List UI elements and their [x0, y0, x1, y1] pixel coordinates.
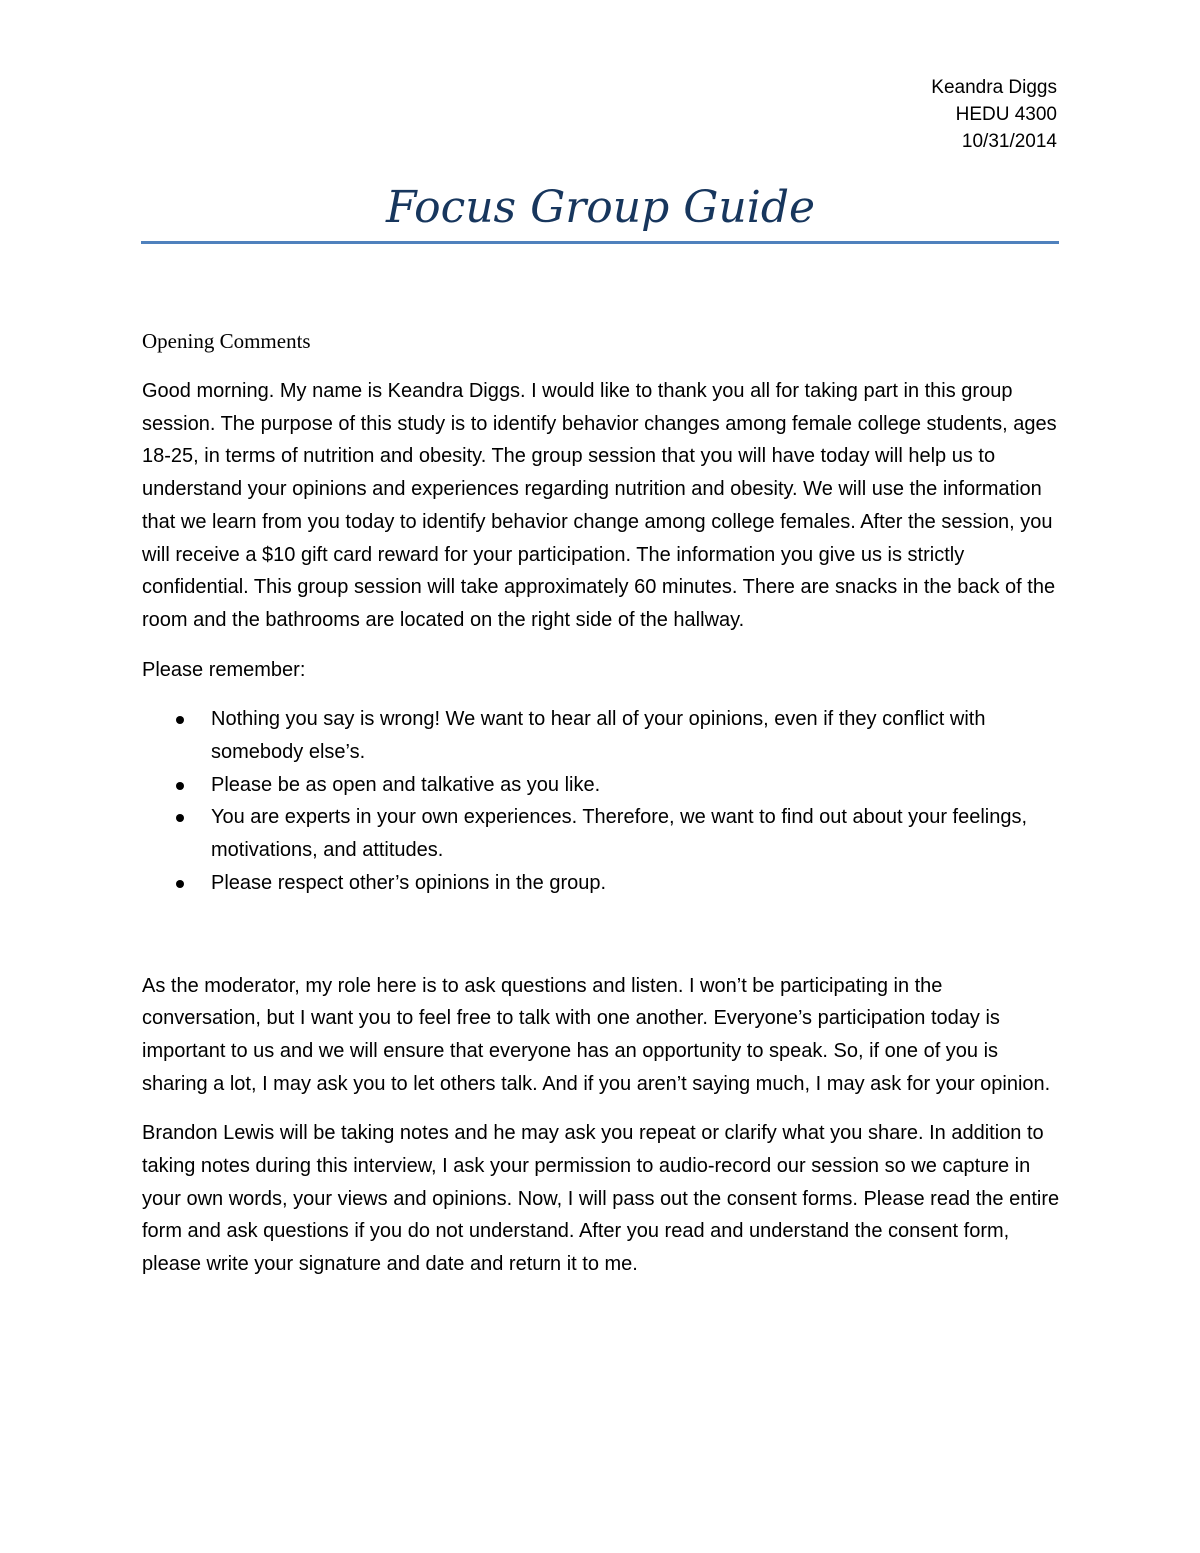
list-item-text: Please respect other’s opinions in the group. — [211, 871, 607, 894]
list-item-text: Nothing you say is wrong! We want to hear all of your opinions, even if they conflict with somebody else’s. — [211, 708, 986, 764]
remember-label: Please remember: — [142, 658, 306, 681]
list-item — [142, 801, 1062, 866]
opening-comments-heading: Opening Comments — [142, 329, 311, 353]
notes-paragraph: Brandon Lewis will be taking notes and he may ask you repeat or clarify what you share. In addition to taking notes during this interview, I ask your permission to audio-record our session so we capture in your own words, your views and opinions. Now, I will pass out the consent forms. Please read the entire form and ask questions if you do not understand. After you read and understand the consent form, please write your signature and date and return it to me. — [142, 1122, 1060, 1276]
document-header — [931, 74, 1057, 155]
bullet-icon — [176, 814, 184, 822]
list-item — [142, 769, 1062, 802]
list-item — [142, 867, 1062, 900]
section-spacer — [142, 900, 1062, 970]
document-body — [142, 325, 1062, 1298]
course-code: HEDU 4300 — [955, 104, 1057, 125]
title-underline-rule — [141, 241, 1059, 244]
bullet-icon — [176, 782, 184, 790]
document-title: Focus Group Guide — [385, 182, 816, 233]
remember-list — [142, 703, 1062, 899]
bullet-icon — [176, 880, 184, 888]
bullet-icon — [176, 716, 184, 724]
document-date: 10/31/2014 — [961, 131, 1057, 152]
moderator-paragraph: As the moderator, my role here is to ask questions and listen. I won’t be participating in the conversation, but I want you to feel free to talk with one another. Everyone’s participation today is important to us and we will ensure that everyone has an opportunity to speak. So, if one of you is sharing a lot, I may ask you to let others talk. And if you aren’t saying much, I may ask for your opinion. — [142, 974, 1051, 1095]
intro-paragraph: Good morning. My name is Keandra Diggs. I would like to thank you all for taking part in this group session. The purpose of this study is to identify behavior changes among female college students, ages 18-25, in terms of nutrition and obesity. The group session that you will have today will help us to understand your opinions and experiences regarding nutrition and obesity. We will use the information that we learn from you today to identify behavior change among college females. After the session, you will receive a $10 gift card reward for your participation. The information you give us is strictly confidential. This group session will take approximately 60 minutes. There are snacks in the back of the room and the bathrooms are located on the right side of the hallway. — [142, 380, 1057, 631]
author-name: Keandra Diggs — [931, 77, 1057, 98]
list-item — [142, 703, 1062, 768]
list-item-text: You are experts in your own experiences. Therefore, we want to find out about your feelings, motivations, and attitudes. — [211, 806, 1028, 862]
list-item-text: Please be as open and talkative as you like. — [211, 773, 601, 796]
